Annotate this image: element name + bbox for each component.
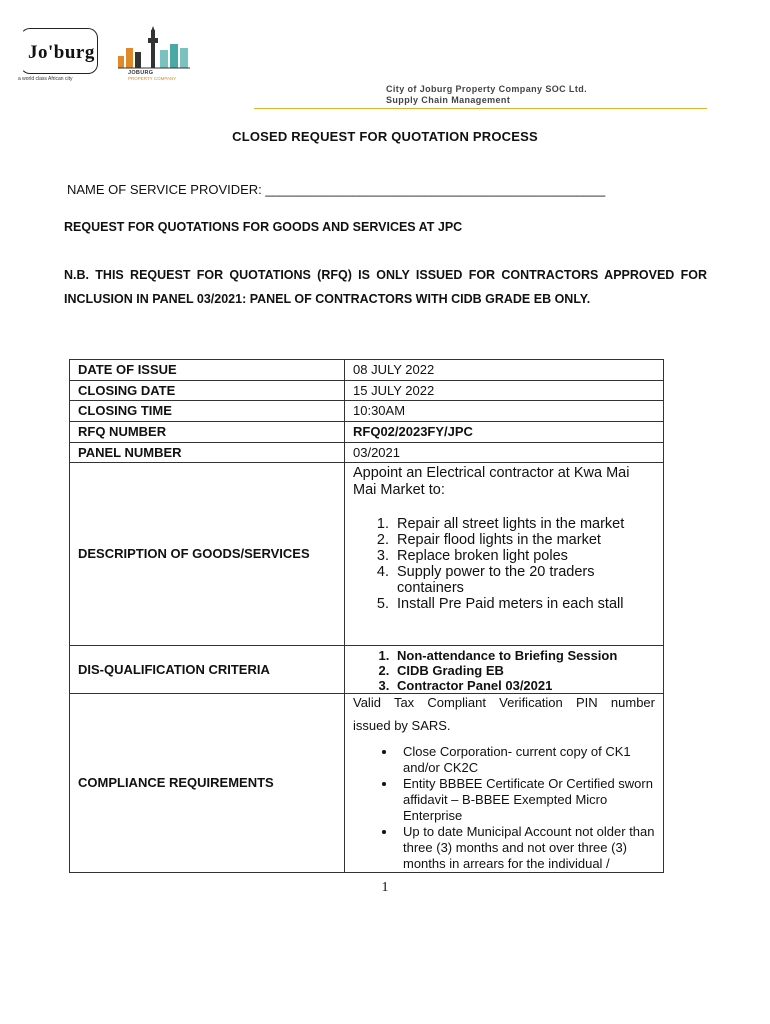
disqualification-cell	[345, 646, 664, 694]
joburg-logo-text: Jo'burg	[28, 42, 95, 63]
table-row	[70, 381, 664, 401]
list-item: 4. Supply power to the 20 traders containers	[393, 564, 655, 596]
list-item: • Up to date Municipal Account not older than three (3) months and not over three (3) months in arrears for the individual /	[397, 824, 655, 872]
row-label: PANEL NUMBER	[70, 443, 345, 463]
jpc-skyline-icon	[118, 26, 198, 70]
row-value: 03/2021	[345, 443, 664, 463]
table-row	[70, 463, 664, 646]
list-item: • Entity BBBEE Certificate Or Certified sworn affidavit – B-BBEE Exempted Micro Enterprise	[397, 776, 655, 824]
row-label: CLOSING TIME	[70, 401, 345, 422]
joburg-logo-tagline: a world class African city	[18, 76, 73, 82]
row-value: 15 JULY 2022	[345, 381, 664, 401]
company-block	[386, 84, 587, 106]
table-row	[70, 443, 664, 463]
row-value: 10:30AM	[345, 401, 664, 422]
notice-paragraph: N.B. THIS REQUEST FOR QUOTATIONS (RFQ) IS ONLY ISSUED FOR CONTRACTORS APPROVED FOR INCLUSION IN PANEL 03/2021: PANEL OF CONTRACTORS WITH CIDB GRADE EB ONLY.	[64, 268, 707, 306]
description-list	[353, 516, 655, 612]
row-label: DESCRIPTION OF GOODS/SERVICES	[70, 463, 345, 646]
table-row	[70, 360, 664, 381]
row-label: DATE OF ISSUE	[70, 360, 345, 381]
list-item: 3. Replace broken light poles	[393, 548, 655, 564]
list-item: 3. Contractor Panel 03/2021	[393, 678, 655, 693]
row-label: CLOSING DATE	[70, 381, 345, 401]
row-label: RFQ NUMBER	[70, 422, 345, 443]
service-provider-line: NAME OF SERVICE PROVIDER: _______________________________________________	[67, 182, 606, 197]
description-cell	[345, 463, 664, 646]
company-department: Supply Chain Management	[386, 95, 511, 105]
jpc-logo-name: JOBURG	[128, 70, 154, 76]
jpc-logo	[118, 26, 198, 86]
header-divider	[254, 108, 707, 109]
row-label: COMPLIANCE REQUIREMENTS	[70, 694, 345, 873]
section-heading: REQUEST FOR QUOTATIONS FOR GOODS AND SERVICES AT JPC	[64, 220, 463, 234]
row-label: DIS-QUALIFICATION CRITERIA	[70, 646, 345, 694]
row-value: RFQ02/2023FY/JPC	[345, 422, 664, 443]
list-item: 2. CIDB Grading EB	[393, 663, 655, 678]
table-row	[70, 401, 664, 422]
list-item: • Close Corporation- current copy of CK1 and/or CK2C	[397, 744, 655, 776]
jpc-logo-subname: PROPERTY COMPANY	[128, 76, 177, 81]
table-row	[70, 422, 664, 443]
list-item: 2. Repair flood lights in the market	[393, 532, 655, 548]
joburg-logo	[18, 28, 100, 84]
rfq-details-table	[69, 359, 664, 873]
list-item: 5. Install Pre Paid meters in each stall	[393, 596, 655, 612]
row-value: 08 JULY 2022	[345, 360, 664, 381]
description-intro: Appoint an Electrical contractor at Kwa Mai Mai Market to:	[353, 465, 630, 498]
compliance-list	[353, 744, 655, 872]
list-item: 1. Repair all street lights in the market	[393, 516, 655, 532]
page-title: CLOSED REQUEST FOR QUOTATION PROCESS	[232, 129, 538, 144]
list-item: 1. Non-attendance to Briefing Session	[393, 648, 655, 663]
table-row	[70, 694, 664, 873]
page-number: 1	[381, 880, 389, 895]
compliance-cell	[345, 694, 664, 873]
table-row	[70, 646, 664, 694]
compliance-intro-line1: Valid Tax Compliant Verification PIN number	[353, 695, 655, 710]
disqualification-list	[353, 648, 655, 693]
company-name: City of Joburg Property Company SOC Ltd.	[386, 84, 588, 94]
compliance-intro-line2: issued by SARS.	[353, 718, 451, 733]
